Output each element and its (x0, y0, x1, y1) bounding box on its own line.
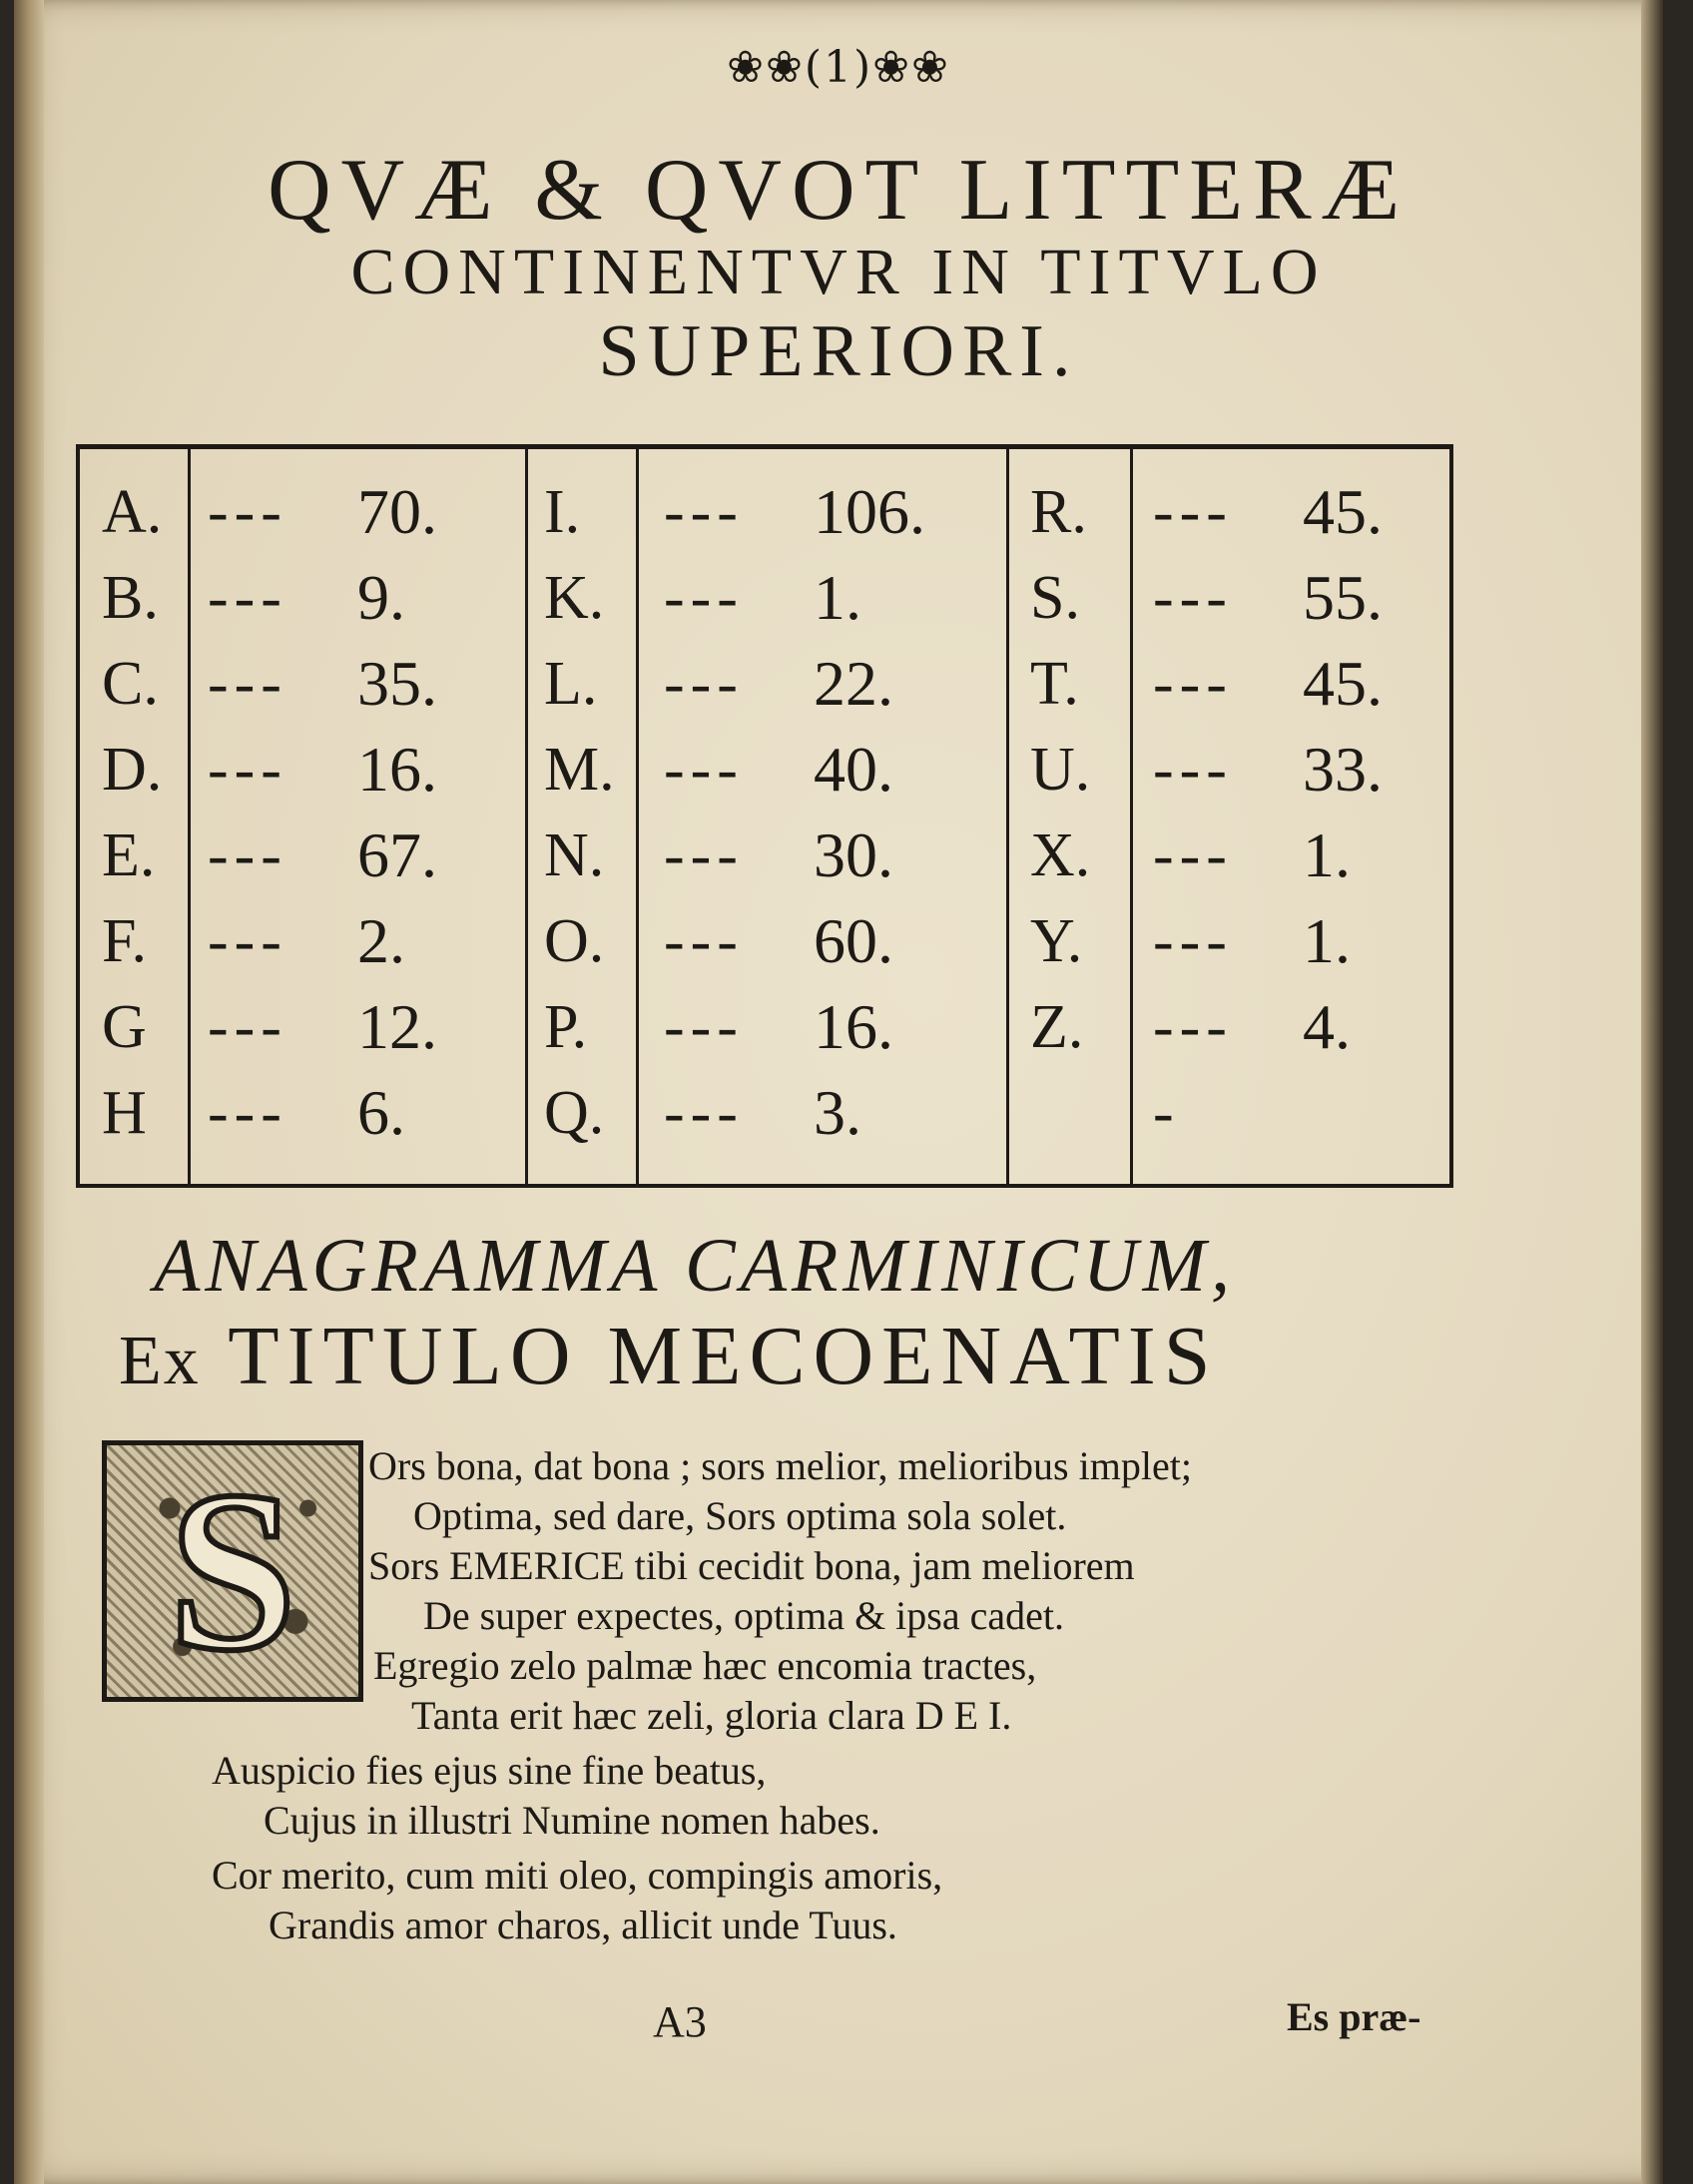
table-count-row (1153, 469, 1383, 555)
anagramma-subheading (119, 1308, 1219, 1404)
table-count: 70. (357, 476, 437, 547)
table-count: 2. (357, 905, 405, 976)
table-count: 33. (1303, 734, 1383, 805)
table-count: 4. (1303, 991, 1351, 1062)
initial-letter: S (169, 1443, 296, 1698)
table-count-row (664, 641, 925, 727)
table-letter: X. (1030, 821, 1091, 889)
table-dash: --- (1153, 907, 1233, 975)
table-letter: E. (102, 821, 156, 889)
table-count-row (1153, 555, 1383, 641)
table-count-row (1153, 641, 1383, 727)
table-letter: H (102, 1079, 147, 1147)
table-count: 60. (814, 905, 893, 976)
table-count-row (208, 984, 437, 1070)
poem-line: De super expectes, optima & ipsa cadet. (423, 1593, 1064, 1638)
table-count-row (664, 555, 925, 641)
table-dash: --- (1153, 650, 1233, 718)
poem-line: Cujus in illustri Numine nomen habes. (264, 1798, 880, 1843)
table-letter: G (102, 993, 147, 1061)
poem-line: Optima, sed dare, Sors optima sola solet. (413, 1493, 1067, 1538)
table-count-row (208, 469, 437, 555)
poem-line: Sors EMERICE tibi cecidit bona, jam meliorem (368, 1543, 1135, 1588)
table-count-row (1153, 813, 1383, 898)
letters-column-1 (102, 469, 162, 1156)
table-dash: --- (664, 564, 744, 632)
table-count-row (208, 1070, 437, 1156)
book-page (14, 0, 1663, 2184)
counts-column-2 (664, 469, 925, 1156)
table-divider (1130, 449, 1133, 1184)
table-letter: U. (1030, 736, 1091, 804)
table-dash: --- (208, 736, 287, 804)
table-count-row (664, 727, 925, 813)
table-count-row (664, 469, 925, 555)
table-dash: --- (208, 821, 287, 889)
table-dash: --- (664, 736, 744, 804)
table-letter: I. (544, 478, 581, 546)
mecoenatis-title: TITULO MECOENATIS (228, 1310, 1219, 1402)
table-dash: --- (208, 907, 287, 975)
table-dash: --- (664, 821, 744, 889)
table-divider (1006, 449, 1009, 1184)
poem-line: Auspicio fies ejus sine fine beatus, (212, 1748, 767, 1793)
poem-line: Egregio zelo palmæ hæc encomia tractes, (373, 1643, 1037, 1688)
table-count-row (1153, 727, 1383, 813)
table-count: 1. (1303, 905, 1351, 976)
letters-column-2 (544, 469, 615, 1156)
table-letter: L. (544, 650, 598, 718)
table-dash: --- (208, 478, 287, 546)
table-letter: T. (1030, 650, 1079, 718)
table-count: 30. (814, 819, 893, 890)
table-count: 9. (357, 562, 405, 633)
catchword: Es præ- (1287, 1994, 1421, 2039)
table-dash: - (1153, 1079, 1180, 1147)
table-letter: C. (102, 650, 159, 718)
table-dash: --- (1153, 993, 1233, 1061)
page-number-header: ❀❀(1)❀❀ (727, 42, 950, 93)
table-dash: --- (1153, 478, 1233, 546)
table-count-row (208, 898, 437, 984)
table-count-row (208, 641, 437, 727)
signature-mark: A3 (653, 1997, 707, 2046)
poem-line: Grandis amor charos, allicit unde Tuus. (269, 1903, 897, 1947)
table-count-row (208, 555, 437, 641)
table-count-row (664, 813, 925, 898)
letters-column-3 (1030, 469, 1090, 1156)
table-count: 22. (814, 648, 893, 719)
table-divider (525, 449, 528, 1184)
table-letter: D. (102, 736, 163, 804)
anagramma-heading: ANAGRAMMA CARMINICUM, (154, 1224, 1235, 1308)
decorated-initial (102, 1440, 363, 1702)
table-count: 1. (814, 562, 861, 633)
poem-line: Cor merito, cum miti oleo, compingis amoris, (212, 1853, 943, 1898)
counts-column-3 (1153, 469, 1383, 1156)
table-dash: --- (664, 650, 744, 718)
table-count: 40. (814, 734, 893, 805)
table-dash: --- (664, 907, 744, 975)
table-count-row (664, 898, 925, 984)
table-letter: Y. (1030, 907, 1083, 975)
table-count: 16. (814, 991, 893, 1062)
ex-word: Ex (119, 1323, 201, 1399)
table-divider (636, 449, 639, 1184)
counts-column-1 (208, 469, 437, 1156)
table-count: 3. (814, 1077, 861, 1148)
table-count: 45. (1303, 476, 1383, 547)
table-dash: --- (208, 993, 287, 1061)
table-dash: --- (664, 1079, 744, 1147)
table-letter (1030, 1070, 1090, 1156)
poem-line: Ors bona, dat bona ; sors melior, melioribus implet; (368, 1443, 1192, 1488)
table-dash: --- (1153, 564, 1233, 632)
table-letter: P. (544, 993, 588, 1061)
table-letter: K. (544, 564, 605, 632)
table-count: 35. (357, 648, 437, 719)
table-count: 45. (1303, 648, 1383, 719)
table-count-row (208, 813, 437, 898)
poem-line: Tanta erit hæc zeli, gloria clara D E I. (411, 1693, 1012, 1738)
table-count-row (1153, 898, 1383, 984)
table-dash: --- (664, 478, 744, 546)
table-letter: A. (102, 478, 163, 546)
table-dash: --- (1153, 821, 1233, 889)
table-count: 55. (1303, 562, 1383, 633)
title-line-2: CONTINENTVR IN TITVLO (350, 236, 1327, 308)
table-dash: --- (664, 993, 744, 1061)
table-letter: S. (1030, 564, 1080, 632)
table-letter: O. (544, 907, 605, 975)
table-letter: M. (544, 736, 615, 804)
table-count-row (1153, 984, 1383, 1070)
table-count-row (1153, 1070, 1383, 1156)
title-line-1: QVÆ & QVOT LITTERÆ (268, 142, 1410, 239)
title-line-3: SUPERIORI. (598, 310, 1079, 392)
table-count: 67. (357, 819, 437, 890)
table-letter: N. (544, 821, 605, 889)
table-count: 106. (814, 476, 925, 547)
table-dash: --- (208, 564, 287, 632)
table-letter: B. (102, 564, 159, 632)
table-letter: F. (102, 907, 148, 975)
table-dash: --- (1153, 736, 1233, 804)
table-letter: Q. (544, 1079, 605, 1147)
table-count-row (664, 1070, 925, 1156)
table-letter: Z. (1030, 993, 1084, 1061)
table-count-row (664, 984, 925, 1070)
table-count: 16. (357, 734, 437, 805)
table-dash: --- (208, 1079, 287, 1147)
table-count: 12. (357, 991, 437, 1062)
table-count: 6. (357, 1077, 405, 1148)
table-count: 1. (1303, 819, 1351, 890)
table-letter: R. (1030, 478, 1087, 546)
table-divider (188, 449, 191, 1184)
letter-count-table (76, 444, 1453, 1188)
table-dash: --- (208, 650, 287, 718)
table-count-row (208, 727, 437, 813)
